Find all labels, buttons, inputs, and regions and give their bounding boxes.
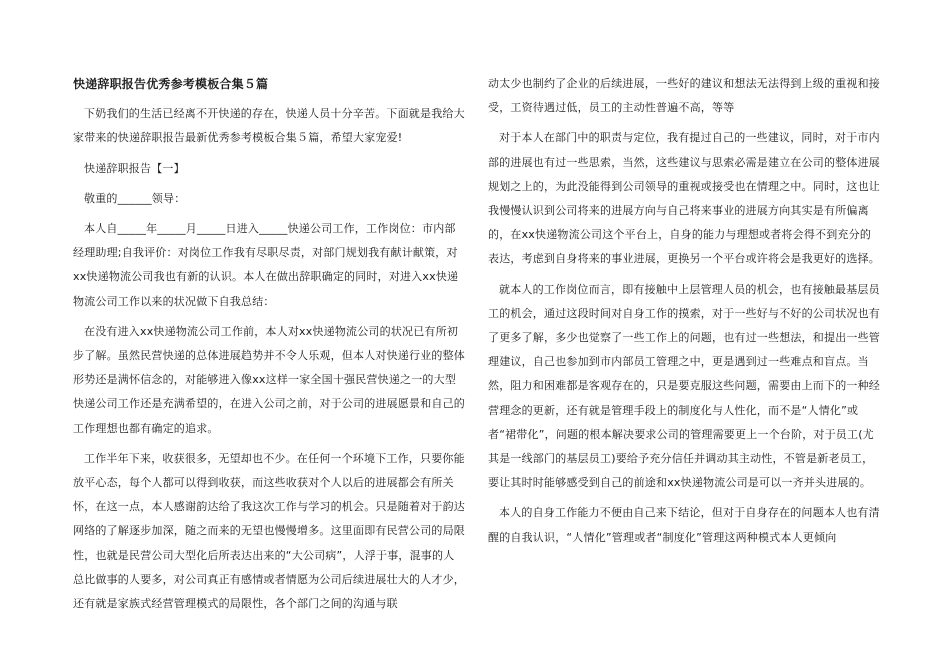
document-title: 快递辞职报告优秀参考模板合集５篇	[73, 77, 269, 91]
body-paragraph: 对于本人在部门中的职责与定位，我有提过自己的一些建议，同时，对于市内部的进展也有过一些思索，当然，这些建议与思索必需是建立在公司的整体进展规划之上的，为此没能得到公司领导的重视或接受也在情理之中。同时，这也让我慢慢认识到公司将来的进展方向与自己将来事业的进展方向其实是有所偏离的，在xx快递物流公司这个平台上，自身的能力与理想或者将会得不到充分的表达，考虑到自身将来的事业进展，更换另一个平台或许将会是我更好的选择。	[488, 131, 880, 266]
body-paragraph: 本人的自身工作能力不便由自己来下结论，但对于自身存在的问题本人也有清醒的自我认识，“人情化”管理或者“制度化”管理这两种模式本人更倾向	[488, 506, 880, 544]
section-heading: 快递辞职报告【一】	[84, 161, 185, 175]
salutation: 敬重的______领导：	[84, 191, 186, 205]
right-column	[488, 72, 880, 550]
body-paragraph: 在没有进入xx快递物流公司工作前，本人对xx快递物流公司的状况已有所初步了解。虽然民营快递的总体进展趋势并不令人乐观，但本人对快递行业的整体形势还是满怀信念的，对能够进入像xx这样一家全国十强民营快递之一的大型快递公司工作还是充满希望的，在进入公司之前，对于公司的进展愿景和自己的工作理想也都有确定的追求。	[73, 324, 465, 435]
left-column	[73, 72, 465, 616]
intro-paragraph: 下奶我们的生活已经离不开快递的存在，快递人员十分辛苦。下面就是我给大家带来的快递辞职报告最新优秀参考模板合集５篇，希望大家宠爱!	[73, 107, 465, 145]
body-paragraph-continued: 动太少也制约了企业的后续进展，一些好的建议和想法无法得到上级的重视和接受，工资待遇过低，员工的主动性普遍不高，等等	[488, 77, 880, 115]
body-paragraph: 就本人的工作岗位而言，即有接触中上层管理人员的机会，也有接触最基层员工的机会，通过这段时间对自身工作的摸索，对于一些好与不好的公司状况也有了更多了解，多少也觉察了一些工作上的问题，也有过一些想法，和提出一些管理建议，自己也参加到市内部员工管理之中，更是遇到过一些难点和盲点。当然，阻力和困难都是客观存在的，只是要克服这些问题，需要由上而下的一种经营理念的更新，还有就是管理手段上的制度化与人性化，而不是“人情化”或者“裙带化”，问题的根本解决要求公司的管理需要更上一个台阶，对于员工(尤其是一线部门的基层员工)要给予充分信任并调动其主动性，不管是新老员工，要让其时时能够感受到自己的前途和xx快递物流公司是可以一齐并头进展的。	[488, 282, 880, 490]
body-paragraph: 工作半年下来，收获很多，无望却也不少。在任何一个环境下工作，只要你能放平心态，每个人都可以得到收获，而这些收获对个人以后的进展都会有所关怀，在这一点，本人感谢韵达给了我这次工作与学习的机会。只是随着对于韵达网络的了解逐步加深，随之而来的无望也慢慢增多。这里面即有民营公司的局限性，也就是民营公司大型化后所表达出来的“大公司病”，人浮于事，混事的人总比做事的人要多，对公司真正有感情或者情愿为公司后续进展壮大的人才少，还有就是家族式经营管理模式的局限性，各个部门之间的沟通与联	[73, 451, 465, 611]
body-paragraph: 本人自_____年_____月_____日进入_____快递公司工作，工作岗位：市内部经理助理;自我评价：对岗位工作我有尽职尽责，对部门规划我有献计献策，对xx快递物流公司我也有新的认识。本人在做出辞职确定的同时，对进入xx快递物流公司工作以来的状况做下自我总结：	[73, 222, 459, 308]
